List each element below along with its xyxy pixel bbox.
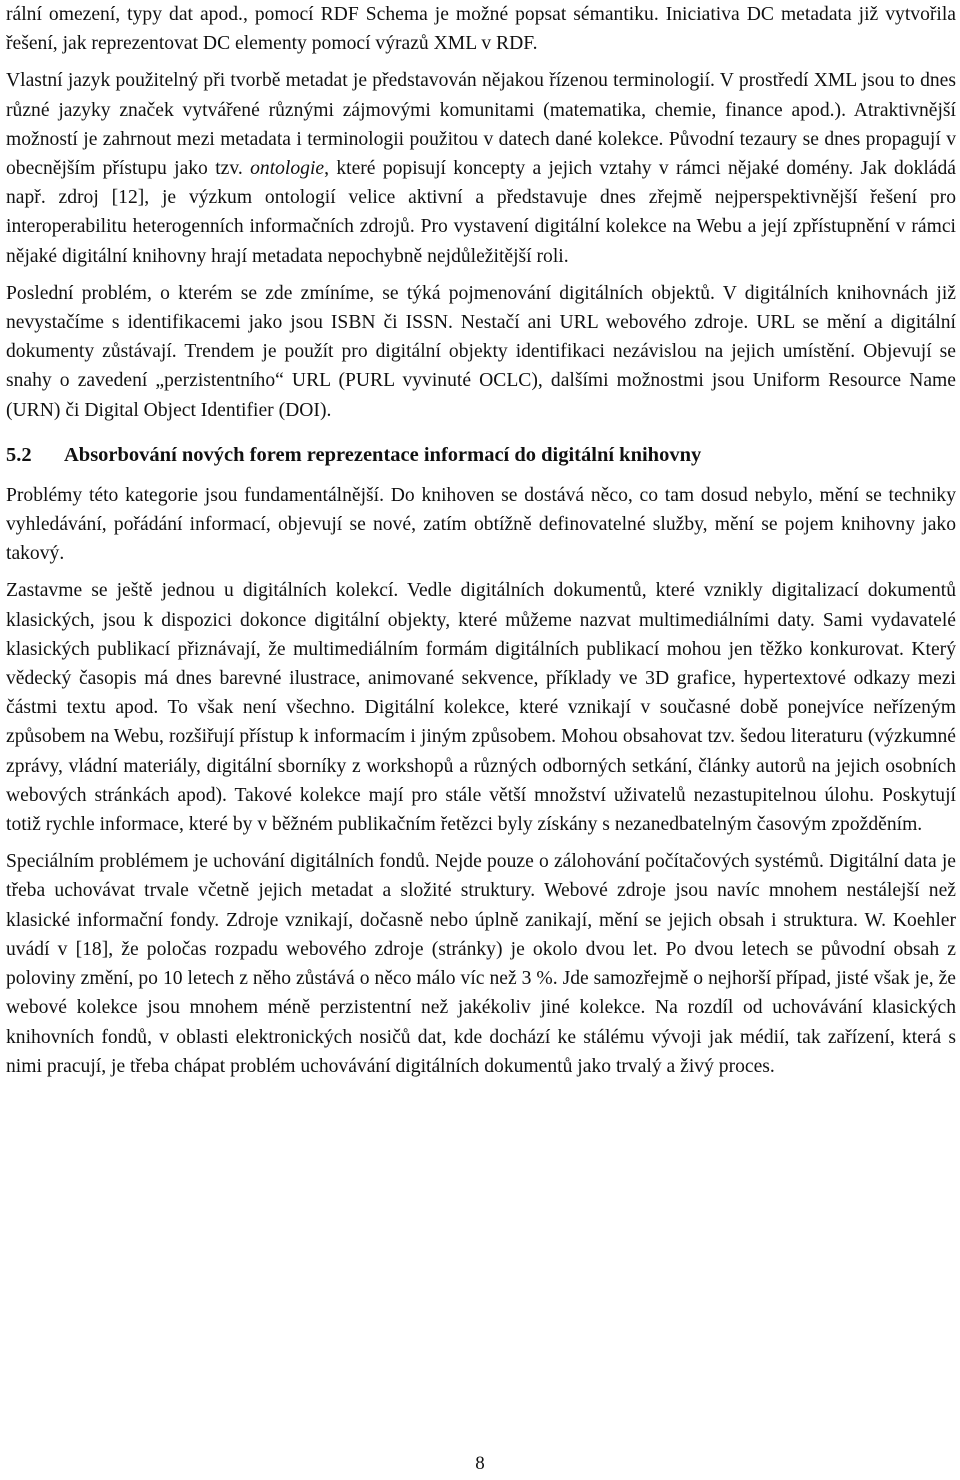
paragraph-preservation [6, 847, 956, 1081]
section-title: Absorbování nových forem reprezentace informací do digitální knihovny [64, 443, 702, 466]
paragraph-text: Poslední problém, o kterém se zde zmíníme, se týká pojmenování digitálních objektů. V digitálních knihovnách již nevystačíme s identifikacemi jako jsou ISBN či ISSN. Nestačí ani URL webového zdroje. URL se mění a digitální dokumenty zůstávají. Trendem je použít pro digitální objekty identifikaci nezávislou na jejich umístění. Objevují se snahy o zavedení „perzistentního“ URL (PURL vyvinuté OCLC), dalšími možnostmi jsou Uniform Resource Name (URN) či Digital Object Identifier (DOI). [6, 282, 956, 421]
paragraph-text: Zastavme se ještě jednou u digitálních kolekcí. Vedle digitálních dokumentů, které vznikly digitalizací dokumentů klasických, jsou k dispozici dokonce digitální objekty, které můžeme nazvat multimediálními daty. Sami vydavatelé klasických publikací přiznávají, že multimediálním formám digitálních publikací mohou jen těžko konkurovat. Který vědecký časopis má dnes barevné ilustrace, animované sekvence, příklady ve 3D grafice, hypertextové odkazy mezi částmi textu apod. To však není všechno. Digitální kolekce, které vznikají v současné době ponejvíce neřízeným způsobem na Webu, rozšiřují přístup k informacím i jiným způsobem. Mohou obsahovat tzv. šedou literaturu (výzkumné zprávy, vládní materiály, digitální sborníky z workshopů a různých odborných setkání, články autorů na jejich osobních webových stránkách apod). Takové kolekce mají pro stále větší množství uživatelů nezastupitelnou úlohu. Poskytují totiž rychle informace, které by v běžném publikačním řetězci byly získány s nezanedbatelným časovým zpožděním. [6, 580, 956, 836]
paragraph-rdf-schema [6, 0, 956, 58]
ontology-term: ontologie [250, 158, 325, 180]
paragraph-text: Vlastní jazyk použitelný při tvorbě metadat je představován nějakou řízenou terminologií. V prostředí XML jsou to dnes různé jazyky značek vytvářené různými zájmovými komunitami (matematika, chemie, finance apod.). Atraktivnější možností je zahrnout mezi metadata i terminologii použitou v datech dané kolekce. Původní tezaury se dnes propagují v obecnějším přístupu jako tzv. [6, 70, 956, 180]
section-number: 5.2 [6, 443, 32, 466]
paragraph-text: Problémy této kategorie jsou fundamentálnější. Do knihoven se dostává něco, co tam dosud nebylo, mění se techniky vyhledávání, pořádání informací, objevují se nové, zatím obtížně definovatelné služby, mění se pojem knihovny jako takový. [6, 484, 956, 565]
document-page [6, 0, 956, 1089]
paragraph-naming [6, 279, 956, 425]
paragraph-categories [6, 481, 956, 569]
paragraph-text: Speciálním problémem je uchování digitálních fondů. Nejde pouze o zálohování počítačových systémů. Digitální data je třeba uchovávat trvale včetně jejich metadat a složité struktury. Webové zdroje jsou navíc mnohem nestálejší než klasické informační fondy. Zdroje vznikají, dočasně nebo úplně zanikají, mění se jejich obsah i struktura. W. Koehler uvádí v [18], že poločas rozpadu webového zdroje (stránky) je okolo dvou let. Po dvou letech se původní obsah z poloviny změní, po 10 letech z něho zůstává o něco málo víc než 3 %. Jde samozřejmě o nejhorší případ, jisté však je, že webové kolekce jsou mnohem méně perzistentní než jakékoliv jiné kolekce. Na rozdíl od uchovávání klasických knihovních fondů, v oblasti elektronických nosičů dat, kde dochází ke stálému vývoji jak médií, tak zařízení, která s nimi pracují, je třeba chápat problém uchovávání digitálních dokumentů jako trvalý a živý proces. [6, 851, 956, 1077]
paragraph-collections [6, 576, 956, 839]
paragraph-text: , které popisují koncepty a jejich vztahy v rámci nějaké domény. Jak dokládá např. zdroj [12], je výzkum ontologií velice aktivní a představuje dnes zřejmě nejperspektivnější řešení pro interoperabilitu heterogenních informačních zdrojů. Pro vystavení digitální kolekce na Webu a její zpřístupnění v rámci nějaké digitální knihovny hrají metadata nepochybně nejdůležitější roli. [6, 158, 956, 267]
paragraph-text: rální omezení, typy dat apod., pomocí RDF Schema je možné popsat sémantiku. Iniciativa DC metadata již vytvořila řešení, jak reprezentovat DC elementy pomocí výrazů XML v RDF. [6, 4, 956, 55]
paragraph-terminology [6, 66, 956, 270]
page-number: 8 [475, 1453, 485, 1474]
section-heading [6, 441, 956, 469]
